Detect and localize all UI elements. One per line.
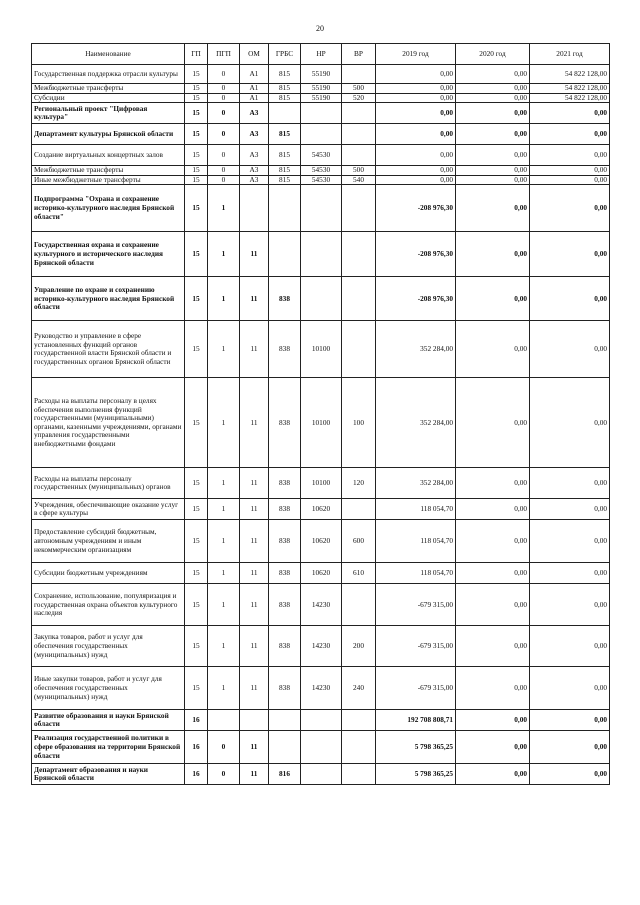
table-row	[32, 124, 610, 145]
cell-y2019: -679 315,00	[376, 626, 456, 667]
cell-name: Управление по охране и сохранению историко-культурного наследия Брянской области	[32, 277, 185, 321]
cell-name: Межбюджетные трансферты	[32, 84, 185, 94]
cell-name: Региональный проект "Цифровая культура"	[32, 103, 185, 124]
cell-pgp: 1	[208, 277, 240, 321]
cell-y2021: 0,00	[530, 175, 610, 185]
cell-y2021: 0,00	[530, 145, 610, 166]
cell-y2020: 0,00	[456, 731, 530, 764]
cell-y2019: 118 054,70	[376, 563, 456, 584]
cell-grbs: 815	[269, 166, 301, 176]
cell-y2020: 0,00	[456, 499, 530, 520]
cell-y2019: 352 284,00	[376, 378, 456, 468]
cell-gp: 15	[185, 277, 208, 321]
cell-nr: 14230	[301, 667, 342, 710]
cell-y2021: 0,00	[530, 166, 610, 176]
cell-y2020: 0,00	[456, 710, 530, 731]
cell-y2020: 0,00	[456, 103, 530, 124]
cell-grbs: 838	[269, 667, 301, 710]
cell-gp: 15	[185, 84, 208, 94]
cell-gp: 15	[185, 145, 208, 166]
cell-gp: 15	[185, 626, 208, 667]
cell-y2021: 0,00	[530, 378, 610, 468]
cell-name: Создание виртуальных концертных залов	[32, 145, 185, 166]
table-row	[32, 563, 610, 584]
cell-om: 11	[240, 764, 269, 785]
cell-nr: 54530	[301, 166, 342, 176]
cell-om: A3	[240, 175, 269, 185]
table-row	[32, 65, 610, 84]
cell-vr: 540	[342, 175, 376, 185]
table-row	[32, 520, 610, 563]
cell-vr	[342, 185, 376, 232]
cell-pgp: 1	[208, 563, 240, 584]
cell-nr	[301, 124, 342, 145]
cell-y2019: 0,00	[376, 166, 456, 176]
cell-y2021: 0,00	[530, 667, 610, 710]
cell-pgp: 0	[208, 65, 240, 84]
cell-vr	[342, 103, 376, 124]
column-header-y2020: 2020 год	[456, 44, 530, 65]
cell-y2020: 0,00	[456, 626, 530, 667]
cell-y2019: 0,00	[376, 103, 456, 124]
cell-gp: 15	[185, 65, 208, 84]
column-header-grbs: ГРБС	[269, 44, 301, 65]
cell-pgp: 0	[208, 731, 240, 764]
cell-vr: 200	[342, 626, 376, 667]
cell-gp: 15	[185, 520, 208, 563]
cell-gp: 15	[185, 468, 208, 499]
table-row	[32, 584, 610, 626]
cell-gp: 15	[185, 124, 208, 145]
table-row	[32, 499, 610, 520]
cell-nr	[301, 731, 342, 764]
cell-name: Подпрограмма "Охрана и сохранение историко-культурного наследия Брянской области"	[32, 185, 185, 232]
cell-grbs: 838	[269, 626, 301, 667]
cell-vr	[342, 145, 376, 166]
cell-vr	[342, 584, 376, 626]
cell-nr: 55190	[301, 93, 342, 103]
cell-nr: 10620	[301, 499, 342, 520]
table-header-row	[32, 44, 610, 65]
cell-nr: 14230	[301, 584, 342, 626]
cell-y2021: 54 822 128,00	[530, 93, 610, 103]
cell-nr	[301, 103, 342, 124]
cell-y2020: 0,00	[456, 520, 530, 563]
cell-grbs: 838	[269, 584, 301, 626]
cell-y2019: 352 284,00	[376, 321, 456, 378]
table-row	[32, 93, 610, 103]
cell-y2021: 54 822 128,00	[530, 84, 610, 94]
cell-y2019: 0,00	[376, 145, 456, 166]
table-row	[32, 232, 610, 277]
cell-gp: 15	[185, 667, 208, 710]
cell-y2020: 0,00	[456, 175, 530, 185]
table-row	[32, 378, 610, 468]
cell-pgp: 1	[208, 232, 240, 277]
cell-vr	[342, 65, 376, 84]
cell-grbs: 838	[269, 277, 301, 321]
cell-y2021: 0,00	[530, 468, 610, 499]
cell-vr	[342, 731, 376, 764]
cell-y2020: 0,00	[456, 321, 530, 378]
cell-vr	[342, 499, 376, 520]
column-header-pgp: ПГП	[208, 44, 240, 65]
cell-y2020: 0,00	[456, 378, 530, 468]
cell-vr: 500	[342, 166, 376, 176]
cell-name: Предоставление субсидий бюджетным, автономным учреждениям и иным некоммерческим организациям	[32, 520, 185, 563]
cell-y2019: 0,00	[376, 65, 456, 84]
cell-om: 11	[240, 520, 269, 563]
cell-grbs: 815	[269, 124, 301, 145]
table-row	[32, 626, 610, 667]
cell-grbs: 815	[269, 145, 301, 166]
cell-y2020: 0,00	[456, 764, 530, 785]
cell-gp: 15	[185, 103, 208, 124]
cell-gp: 15	[185, 499, 208, 520]
cell-y2019: -679 315,00	[376, 667, 456, 710]
cell-name: Руководство и управление в сфере установленных функций органов государственной власти Брянской области и государственных органов Брянской области	[32, 321, 185, 378]
cell-y2019: -679 315,00	[376, 584, 456, 626]
cell-om: A3	[240, 103, 269, 124]
cell-y2019: 0,00	[376, 93, 456, 103]
cell-name: Расходы на выплаты персоналу государственных (муниципальных) органов	[32, 468, 185, 499]
cell-vr	[342, 764, 376, 785]
cell-grbs: 815	[269, 65, 301, 84]
table-row	[32, 166, 610, 176]
cell-om: A3	[240, 145, 269, 166]
table-body	[32, 65, 610, 785]
cell-y2019: 192 708 808,71	[376, 710, 456, 731]
cell-om: 11	[240, 731, 269, 764]
cell-pgp: 0	[208, 103, 240, 124]
cell-grbs	[269, 185, 301, 232]
cell-name: Иные закупки товаров, работ и услуг для обеспечения государственных (муниципальных) нужд	[32, 667, 185, 710]
cell-om: 11	[240, 468, 269, 499]
cell-gp: 15	[185, 166, 208, 176]
cell-y2021: 54 822 128,00	[530, 65, 610, 84]
cell-y2019: 352 284,00	[376, 468, 456, 499]
cell-name: Иные межбюджетные трансферты	[32, 175, 185, 185]
cell-y2020: 0,00	[456, 468, 530, 499]
cell-om: A1	[240, 84, 269, 94]
cell-y2020: 0,00	[456, 166, 530, 176]
cell-y2019: 5 798 365,25	[376, 764, 456, 785]
cell-gp: 16	[185, 731, 208, 764]
cell-name: Сохранение, использование, популяризация и государственная охрана объектов культурного наследия	[32, 584, 185, 626]
cell-name: Межбюджетные трансферты	[32, 166, 185, 176]
cell-grbs: 815	[269, 93, 301, 103]
cell-grbs: 838	[269, 563, 301, 584]
cell-name: Субсидии	[32, 93, 185, 103]
cell-nr: 10100	[301, 468, 342, 499]
cell-pgp: 0	[208, 145, 240, 166]
cell-vr	[342, 124, 376, 145]
cell-nr	[301, 232, 342, 277]
cell-y2020: 0,00	[456, 232, 530, 277]
cell-y2020: 0,00	[456, 667, 530, 710]
cell-gp: 15	[185, 584, 208, 626]
cell-y2019: 0,00	[376, 124, 456, 145]
cell-y2020: 0,00	[456, 145, 530, 166]
cell-nr: 10620	[301, 520, 342, 563]
column-header-name: Наименование	[32, 44, 185, 65]
table-row	[32, 764, 610, 785]
cell-nr: 10100	[301, 378, 342, 468]
cell-pgp: 1	[208, 667, 240, 710]
column-header-om: ОМ	[240, 44, 269, 65]
column-header-y2019: 2019 год	[376, 44, 456, 65]
table-row	[32, 731, 610, 764]
cell-y2021: 0,00	[530, 731, 610, 764]
cell-y2021: 0,00	[530, 232, 610, 277]
table-row	[32, 277, 610, 321]
budget-table	[31, 43, 610, 785]
cell-y2019: 118 054,70	[376, 499, 456, 520]
cell-name: Развитие образования и науки Брянской области	[32, 710, 185, 731]
cell-y2020: 0,00	[456, 277, 530, 321]
cell-y2020: 0,00	[456, 124, 530, 145]
cell-nr	[301, 710, 342, 731]
table-row	[32, 185, 610, 232]
cell-om: A3	[240, 124, 269, 145]
cell-y2020: 0,00	[456, 584, 530, 626]
cell-pgp: 1	[208, 499, 240, 520]
cell-nr: 10620	[301, 563, 342, 584]
cell-pgp	[208, 710, 240, 731]
cell-pgp: 1	[208, 321, 240, 378]
cell-gp: 15	[185, 563, 208, 584]
cell-y2019: 5 798 365,25	[376, 731, 456, 764]
cell-name: Расходы на выплаты персоналу в целях обеспечения выполнения функций государственными (муниципальными) органами, казенными учреждениями, органами управления государственными внебюджетными фондами	[32, 378, 185, 468]
cell-name: Учреждения, обеспечивающие оказание услуг в сфере культуры	[32, 499, 185, 520]
column-header-gp: ГП	[185, 44, 208, 65]
cell-om: A1	[240, 65, 269, 84]
cell-pgp: 1	[208, 468, 240, 499]
cell-grbs: 815	[269, 175, 301, 185]
cell-nr	[301, 277, 342, 321]
cell-y2020: 0,00	[456, 563, 530, 584]
column-header-vr: ВР	[342, 44, 376, 65]
cell-vr: 240	[342, 667, 376, 710]
cell-gp: 15	[185, 321, 208, 378]
cell-om	[240, 185, 269, 232]
table-row	[32, 84, 610, 94]
cell-pgp: 1	[208, 626, 240, 667]
cell-nr	[301, 185, 342, 232]
cell-grbs	[269, 710, 301, 731]
cell-om: 11	[240, 499, 269, 520]
cell-gp: 15	[185, 378, 208, 468]
cell-vr: 520	[342, 93, 376, 103]
cell-y2019: -208 976,30	[376, 232, 456, 277]
cell-y2021: 0,00	[530, 321, 610, 378]
cell-pgp: 1	[208, 520, 240, 563]
cell-y2021: 0,00	[530, 520, 610, 563]
cell-nr	[301, 764, 342, 785]
column-header-y2021: 2021 год	[530, 44, 610, 65]
cell-y2021: 0,00	[530, 124, 610, 145]
cell-vr: 500	[342, 84, 376, 94]
cell-y2021: 0,00	[530, 626, 610, 667]
cell-name: Реализация государственной политики в сфере образования на территории Брянской области	[32, 731, 185, 764]
cell-om: 11	[240, 232, 269, 277]
cell-grbs: 816	[269, 764, 301, 785]
table-row	[32, 321, 610, 378]
cell-grbs	[269, 103, 301, 124]
cell-grbs: 838	[269, 468, 301, 499]
cell-nr: 10100	[301, 321, 342, 378]
table-row	[32, 667, 610, 710]
cell-y2021: 0,00	[530, 764, 610, 785]
cell-y2021: 0,00	[530, 584, 610, 626]
cell-vr: 120	[342, 468, 376, 499]
column-header-nr: НР	[301, 44, 342, 65]
cell-y2019: -208 976,30	[376, 185, 456, 232]
cell-pgp: 0	[208, 175, 240, 185]
cell-name: Департамент образования и науки Брянской области	[32, 764, 185, 785]
cell-name: Закупка товаров, работ и услуг для обеспечения государственных (муниципальных) нужд	[32, 626, 185, 667]
cell-pgp: 0	[208, 166, 240, 176]
cell-pgp: 0	[208, 764, 240, 785]
table-row	[32, 145, 610, 166]
cell-om: 11	[240, 584, 269, 626]
cell-om	[240, 710, 269, 731]
cell-grbs: 838	[269, 520, 301, 563]
cell-vr	[342, 277, 376, 321]
cell-name: Субсидии бюджетным учреждениям	[32, 563, 185, 584]
cell-nr: 55190	[301, 65, 342, 84]
cell-grbs	[269, 731, 301, 764]
cell-pgp: 0	[208, 84, 240, 94]
cell-y2019: 0,00	[376, 84, 456, 94]
cell-om: A1	[240, 93, 269, 103]
cell-y2020: 0,00	[456, 93, 530, 103]
cell-gp: 15	[185, 185, 208, 232]
cell-om: 11	[240, 667, 269, 710]
cell-pgp: 1	[208, 584, 240, 626]
cell-pgp: 1	[208, 185, 240, 232]
cell-pgp: 0	[208, 93, 240, 103]
cell-y2021: 0,00	[530, 277, 610, 321]
cell-name: Департамент культуры Брянской области	[32, 124, 185, 145]
cell-pgp: 1	[208, 378, 240, 468]
cell-gp: 16	[185, 764, 208, 785]
cell-grbs: 838	[269, 378, 301, 468]
cell-y2021: 0,00	[530, 103, 610, 124]
cell-gp: 15	[185, 93, 208, 103]
cell-vr	[342, 232, 376, 277]
cell-om: 11	[240, 321, 269, 378]
cell-y2020: 0,00	[456, 185, 530, 232]
cell-vr	[342, 710, 376, 731]
cell-gp: 16	[185, 710, 208, 731]
cell-nr: 54530	[301, 175, 342, 185]
cell-y2021: 0,00	[530, 563, 610, 584]
cell-gp: 15	[185, 175, 208, 185]
table-row	[32, 175, 610, 185]
table-row	[32, 468, 610, 499]
cell-gp: 15	[185, 232, 208, 277]
cell-om: 11	[240, 626, 269, 667]
cell-om: 11	[240, 378, 269, 468]
table-row	[32, 103, 610, 124]
cell-grbs: 838	[269, 499, 301, 520]
cell-y2020: 0,00	[456, 65, 530, 84]
table-row	[32, 710, 610, 731]
cell-om: 11	[240, 277, 269, 321]
page-number: 20	[316, 24, 324, 33]
cell-vr: 600	[342, 520, 376, 563]
cell-grbs: 815	[269, 84, 301, 94]
cell-y2021: 0,00	[530, 499, 610, 520]
cell-nr: 14230	[301, 626, 342, 667]
cell-pgp: 0	[208, 124, 240, 145]
cell-name: Государственная охрана и сохранение культурного и исторического наследия Брянской области	[32, 232, 185, 277]
cell-y2019: 118 054,70	[376, 520, 456, 563]
cell-om: A3	[240, 166, 269, 176]
cell-nr: 55190	[301, 84, 342, 94]
cell-y2021: 0,00	[530, 710, 610, 731]
cell-y2019: -208 976,30	[376, 277, 456, 321]
cell-grbs: 838	[269, 321, 301, 378]
cell-vr: 610	[342, 563, 376, 584]
cell-grbs	[269, 232, 301, 277]
cell-vr	[342, 321, 376, 378]
cell-vr: 100	[342, 378, 376, 468]
cell-nr: 54530	[301, 145, 342, 166]
cell-y2021: 0,00	[530, 185, 610, 232]
cell-name: Государственная поддержка отрасли культуры	[32, 65, 185, 84]
cell-om: 11	[240, 563, 269, 584]
cell-y2019: 0,00	[376, 175, 456, 185]
cell-y2020: 0,00	[456, 84, 530, 94]
